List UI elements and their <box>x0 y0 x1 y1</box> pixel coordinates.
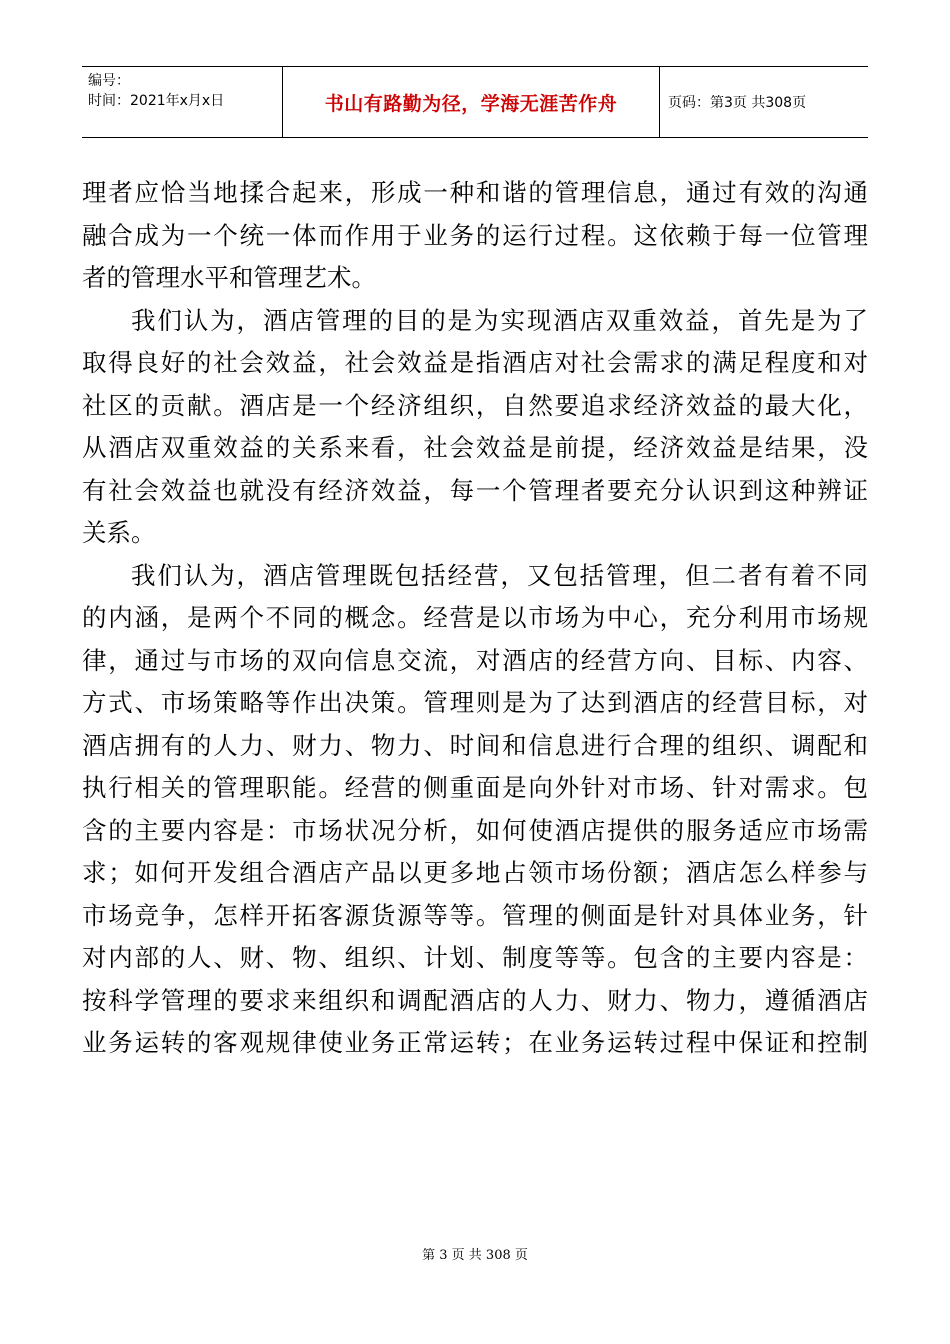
body-line: 按科学管理的要求来组织和调配酒店的人力、财力、物力，遵循酒店 <box>82 985 868 1015</box>
page-header <box>82 66 868 138</box>
body-line: 业务运转的客观规律使业务正常运转；在业务运转过程中保证和控制 <box>82 1028 868 1057</box>
body-line: 方式、市场策略等作出决策。管理则是为了达到酒店的经营目标，对 <box>82 688 868 717</box>
body-line: 酒店拥有的人力、财力、物力、时间和信息进行合理的组织、调配和 <box>82 730 868 760</box>
header-meta <box>82 67 282 137</box>
header-page-info-cell <box>660 67 868 137</box>
body-line: 社区的贡献。酒店是一个经济组织，自然要追求经济效益的最大化， <box>82 390 868 420</box>
document-date: 时间：2021年x月x日 <box>88 93 225 109</box>
document-number-label: 编号： <box>88 73 130 89</box>
header-page-info: 页码：第3页 共308页 <box>668 95 807 111</box>
footer-page-number: 第 3 页 共 308 页 <box>422 1248 528 1263</box>
body-line: 我们认为，酒店管理的目的是为实现酒店双重效益，首先是为了 <box>131 305 868 335</box>
document-body <box>82 172 868 1065</box>
body-line: 我们认为，酒店管理既包括经营，又包括管理，但二者有着不同 <box>131 560 868 590</box>
header-motto-cell <box>282 67 660 137</box>
body-line: 对内部的人、财、物、组织、计划、制度等等。包含的主要内容是： <box>82 943 868 972</box>
body-line: 者的管理水平和管理艺术。 <box>82 263 376 292</box>
body-line: 律，通过与市场的双向信息交流，对酒店的经营方向、目标、内容、 <box>82 645 868 675</box>
body-line: 融合成为一个统一体而作用于业务的运行过程。这依赖于每一位管理 <box>82 220 868 250</box>
body-line: 求；如何开发组合酒店产品以更多地占领市场份额；酒店怎么样参与 <box>82 858 868 887</box>
body-line: 有社会效益也就没有经济效益，每一个管理者要充分认识到这种辨证 <box>82 475 868 505</box>
body-line: 含的主要内容是：市场状况分析，如何使酒店提供的服务适应市场需 <box>82 815 868 845</box>
body-line: 市场竞争，怎样开拓客源货源等等。管理的侧面是针对具体业务，针 <box>82 900 868 930</box>
body-line: 的内涵，是两个不同的概念。经营是以市场为中心，充分利用市场规 <box>82 603 868 632</box>
body-line: 理者应恰当地揉合起来，形成一种和谐的管理信息，通过有效的沟通 <box>82 178 868 207</box>
body-line: 执行相关的管理职能。经营的侧重面是向外针对市场、针对需求。包 <box>82 773 868 802</box>
header-motto: 书山有路勤为径，学海无涯苦作舟 <box>324 92 618 115</box>
body-line: 从酒店双重效益的关系来看，社会效益是前提，经济效益是结果，没 <box>82 433 868 462</box>
body-line: 取得良好的社会效益，社会效益是指酒店对社会需求的满足程度和对 <box>82 348 868 377</box>
body-line: 关系。 <box>82 518 156 547</box>
page-footer <box>0 1244 950 1263</box>
